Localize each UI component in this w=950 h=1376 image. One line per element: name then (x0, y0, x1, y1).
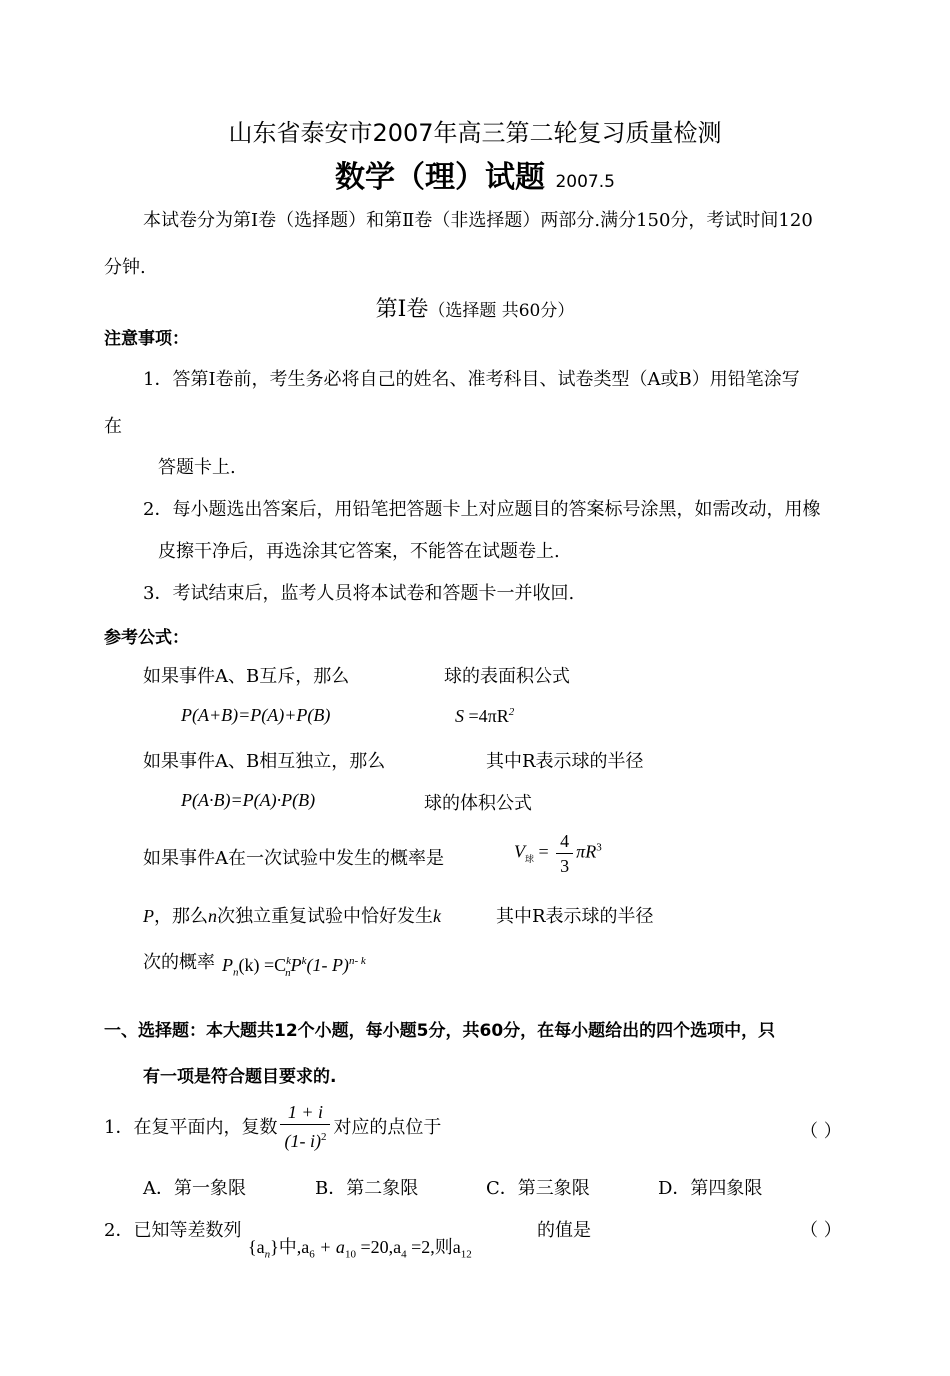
exam-date: 2007.5 (555, 172, 615, 192)
prob-text-1: ，那么 (154, 906, 208, 927)
binom-arg: (k) (238, 955, 260, 975)
volume-eq: = (538, 841, 549, 862)
q1-option-a: A．第一象限 (143, 1178, 246, 1199)
formula-independent-desc: 如果事件A、B相互独立，那么 (143, 751, 386, 772)
volume-exp: 3 (596, 841, 602, 854)
volume-fraction-num: 4 (556, 829, 573, 854)
volume-fraction-den: 3 (560, 856, 570, 876)
sphere-area-desc: 球的表面积公式 (444, 666, 570, 687)
note-2-line-2: 皮擦干净后，再选涂其它答案，不能答在试题卷上. (158, 541, 560, 562)
formula-independent: P(A·B)=P(A)·P(B) (181, 790, 316, 810)
sphere-area-exp: 2 (508, 706, 515, 718)
q1-den-exp: 2 (320, 1130, 327, 1143)
binom-exp: n- k (348, 955, 366, 967)
formula-exclusive-desc: 如果事件A、B互斥，那么 (143, 666, 350, 687)
exam-title: 山东省泰安市2007年高三第二轮复习质量检测 (228, 119, 722, 147)
question-1 (104, 1099, 441, 1153)
intro-line-2: 分钟. (104, 257, 146, 278)
q1-option-d: D．第四象限 (658, 1178, 763, 1199)
formula-binomial-desc-2 (143, 902, 441, 928)
sphere-radius-note-1: 其中R表示球的半径 (486, 751, 644, 772)
q2-math-b-sub: 6 (309, 1248, 315, 1261)
note-1-line-1: 1．答第Ⅰ卷前，考生务必将自己的姓名、准考科目、试卷类型（A或B）用铅笔涂写 (143, 369, 800, 390)
section1-line-2: 有一项是符合题目要求的. (143, 1067, 337, 1087)
q1-suffix: 对应的点位于 (333, 1117, 442, 1138)
volume-v: V (514, 841, 525, 862)
prob-k: k (433, 906, 441, 926)
note-3: 3．考试结束后，监考人员将本试卷和答题卡一并收回. (143, 583, 575, 604)
volume-v-sub: 球 (525, 854, 535, 865)
subject-title-text: 数学（理）试题 (335, 160, 546, 195)
notes-label: 注意事项： (104, 329, 189, 349)
binom-c-sup: k (286, 955, 292, 967)
q1-answer-paren: （ ） (800, 1121, 842, 1142)
binom-p: P (222, 955, 233, 975)
q2-math-b: }中,a (270, 1237, 310, 1257)
prob-n: n (208, 906, 217, 926)
q2-prefix: 2．已知等差数列 (104, 1220, 242, 1241)
binom-p-sub: n (233, 966, 239, 979)
q2-math-e: =2,则a (406, 1237, 461, 1257)
note-1-line-3: 答题卡上. (158, 457, 236, 478)
q1-option-c: C．第三象限 (486, 1178, 590, 1199)
sphere-radius-note-2: 其中R表示球的半径 (496, 906, 654, 927)
formula-binomial-desc-1: 如果事件A在一次试验中发生的概率是 (143, 848, 444, 869)
q2-math-d: =20,a (355, 1237, 402, 1257)
q2-math-a-sub: n (264, 1248, 271, 1261)
prob-text-2: 次独立重复试验中恰好发生 (217, 906, 433, 927)
prob-p: P (143, 906, 154, 926)
intro-line-1: 本试卷分为第Ⅰ卷（选择题）和第Ⅱ卷（非选择题）两部分.满分150分，考试时间120 (143, 210, 813, 231)
part1-heading (0, 292, 950, 323)
q2-math-c: + a (314, 1237, 345, 1257)
q1-numerator: 1 + i (280, 1100, 330, 1125)
part1-heading-text: 第Ⅰ卷 (375, 297, 429, 322)
formula-binomial-desc-3: 次的概率 (143, 952, 215, 973)
subject-title (0, 152, 950, 196)
q1-option-b: B．第二象限 (315, 1178, 419, 1199)
binom-c-sub: n (285, 966, 291, 979)
q2-suffix: 的值是 (537, 1220, 591, 1241)
volume-rest: πR (576, 841, 597, 862)
q2-math-e-sub: 12 (460, 1248, 472, 1261)
sphere-area-rhs: =4πR (468, 706, 509, 726)
volume-fraction (556, 829, 573, 878)
q2-math-c-sub: 10 (344, 1248, 356, 1261)
formula-exclusive: P(A+B)=P(A)+P(B) (181, 705, 331, 725)
sphere-area-s: S (455, 706, 464, 726)
formula-sphere-area (455, 706, 514, 727)
part1-subheading: （选择题 共60分） (428, 301, 575, 321)
q1-prefix: 1．在复平面内，复数 (104, 1117, 278, 1138)
formula-binomial (222, 955, 366, 979)
q1-denominator (280, 1125, 330, 1153)
q2-math-d-sub: 4 (401, 1248, 407, 1261)
binom-p2-sup: k (301, 955, 307, 967)
formulas-label: 参考公式： (104, 628, 189, 648)
q1-den-base: (1- i) (284, 1130, 321, 1151)
q2-answer-paren: （ ） (800, 1220, 842, 1241)
binom-p2: P (290, 955, 302, 975)
section1-line-1: 一、选择题：本大题共12个小题，每小题5分，共60分，在每小题给出的四个选项中，只 (104, 1021, 776, 1041)
q1-fraction (280, 1100, 330, 1153)
sphere-volume-desc: 球的体积公式 (424, 793, 532, 814)
binom-rest: (1- P) (306, 955, 349, 975)
note-1-line-2: 在 (104, 416, 122, 437)
formula-sphere-volume (514, 829, 602, 878)
binom-eq: =C (264, 955, 287, 975)
q2-math (248, 1233, 472, 1261)
note-2-line-1: 2．每小题选出答案后，用铅笔把答题卡上对应题目的答案标号涂黑，如需改动，用橡 (143, 499, 821, 520)
q2-math-a: {a (248, 1237, 265, 1257)
